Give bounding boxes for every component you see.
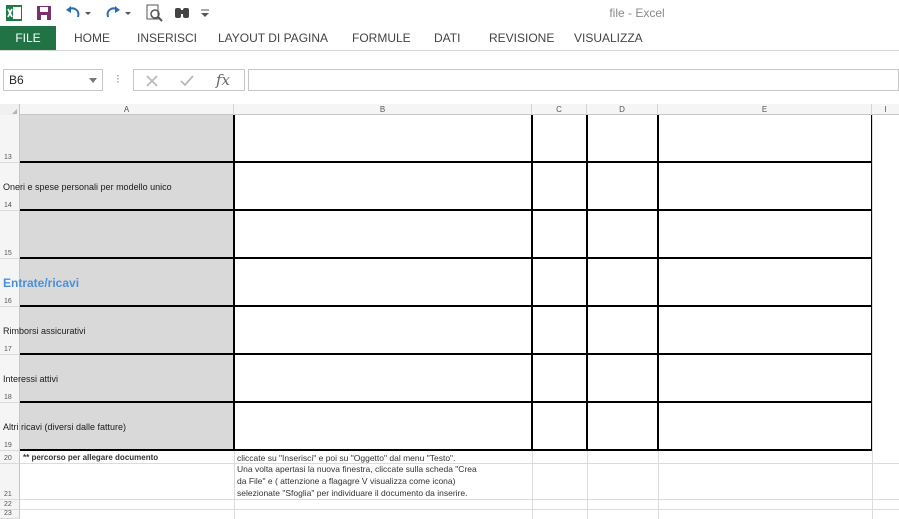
- label-altri-ricavi[interactable]: Altri ricavi (diversi dalle fatture): [3, 422, 127, 432]
- row-border: [20, 401, 873, 403]
- row-header-16[interactable]: 16: [0, 259, 20, 307]
- column-border: [586, 115, 588, 451]
- tab-dati[interactable]: DATI: [434, 31, 461, 45]
- row-border: [20, 161, 873, 163]
- tab-visualizza[interactable]: VISUALIZZA: [574, 31, 643, 45]
- check-icon[interactable]: [179, 73, 195, 89]
- gridline: [20, 509, 899, 510]
- note-line-4[interactable]: selezionate "Sfoglia" per individuare il documento da inserire.: [237, 488, 468, 498]
- row-header-17[interactable]: 17: [0, 307, 20, 355]
- note-line-2[interactable]: Una volta apertasi la nuova finestra, cliccate sulla scheda "Crea: [237, 464, 477, 474]
- gridline: [532, 451, 533, 519]
- row-header-14[interactable]: 14: [0, 163, 20, 211]
- column-header-a[interactable]: A: [20, 104, 234, 115]
- column-header-i[interactable]: I: [884, 105, 887, 114]
- quick-access-toolbar: [0, 0, 899, 26]
- row-border: [20, 257, 873, 259]
- note-line-1[interactable]: cliccate su "Inserisci" e poi su "Oggetto" dal menu "Testo".: [237, 453, 456, 463]
- row-header-19[interactable]: 19: [0, 403, 20, 451]
- tab-inserisci[interactable]: INSERISCI: [137, 31, 198, 45]
- gridline: [658, 451, 659, 519]
- column-header-b[interactable]: B: [234, 104, 532, 115]
- tab-revisione[interactable]: REVISIONE: [489, 31, 555, 45]
- tab-file[interactable]: FILE: [0, 26, 56, 50]
- column-header-c[interactable]: C: [532, 104, 587, 115]
- row-border: [20, 305, 873, 307]
- heading-entrate-ricavi[interactable]: Entrate/ricavi: [3, 276, 80, 290]
- column-header-d[interactable]: D: [587, 104, 658, 115]
- row-border: [20, 353, 873, 355]
- select-all-button[interactable]: [0, 104, 20, 115]
- row-header-20[interactable]: 20: [0, 451, 20, 464]
- insert-function-button[interactable]: fx: [216, 71, 231, 89]
- tab-home[interactable]: HOME: [74, 31, 110, 45]
- row-header-22[interactable]: 22: [0, 500, 20, 510]
- gridline: [20, 499, 899, 500]
- column-header-e[interactable]: E: [658, 104, 872, 115]
- window-title: file - Excel: [609, 6, 665, 20]
- row-header-18[interactable]: 18: [0, 355, 20, 403]
- row-header-15[interactable]: 15: [0, 211, 20, 259]
- formula-bar-area: [0, 50, 899, 104]
- name-box-value: B6: [9, 73, 24, 87]
- row-header-21[interactable]: 21: [0, 464, 20, 500]
- label-interessi-attivi[interactable]: Interessi attivi: [3, 374, 59, 384]
- name-box[interactable]: [3, 69, 103, 91]
- label-oneri-spese[interactable]: Oneri e spese personali per modello unico: [3, 182, 172, 192]
- column-border: [233, 115, 235, 451]
- formula-input[interactable]: [248, 69, 899, 91]
- column-border: [657, 115, 659, 451]
- column-border: [531, 115, 533, 451]
- ribbon-tabs: [0, 26, 899, 50]
- row-header-23[interactable]: 23: [0, 510, 20, 519]
- row-border: [20, 449, 873, 451]
- note-percorso-allegare[interactable]: ** percorso per allegare documento: [23, 453, 159, 462]
- gridline: [587, 451, 588, 519]
- x-icon[interactable]: [144, 73, 160, 89]
- column-header-row: [0, 104, 899, 115]
- tab-layout-di-pagina[interactable]: LAYOUT DI PAGINA: [218, 31, 329, 45]
- tab-formule[interactable]: FORMULE: [352, 31, 411, 45]
- gridline: [872, 115, 873, 519]
- note-line-3[interactable]: da File" e ( attenzione a flagagre V visualizza come icona): [237, 476, 456, 486]
- row-border: [20, 209, 873, 211]
- row-header-13[interactable]: 13: [0, 115, 20, 163]
- gridline: [234, 451, 235, 519]
- label-rimborsi-assicurativi[interactable]: Rimborsi assicurativi: [3, 326, 86, 336]
- chevron-down-icon[interactable]: [89, 78, 97, 83]
- formula-bar-grip-icon[interactable]: ⁝: [116, 72, 120, 86]
- formula-buttons: [133, 69, 245, 91]
